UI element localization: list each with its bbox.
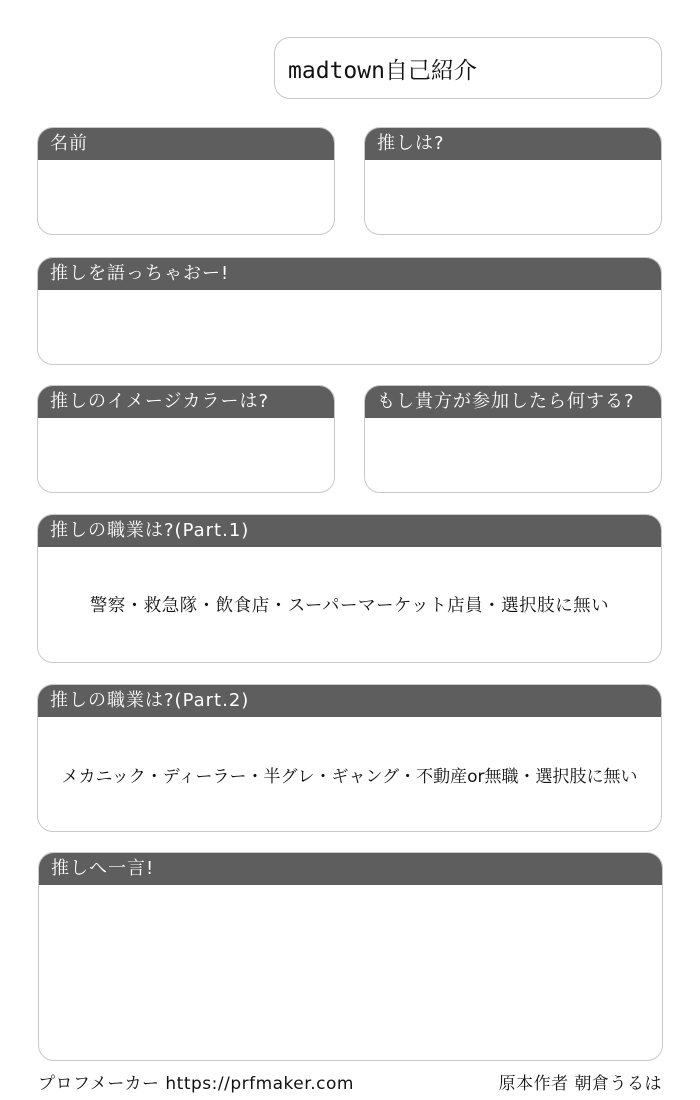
oshi-field[interactable] — [364, 127, 662, 235]
maker-credit: プロフメーカー https://prfmaker.com — [38, 1074, 354, 1094]
image-color-label: 推しのイメージカラーは? — [38, 386, 334, 418]
job-part2-answer-area[interactable] — [38, 717, 661, 833]
profile-title — [274, 37, 662, 99]
talk-field[interactable] — [37, 257, 662, 365]
name-answer-area[interactable] — [38, 160, 334, 235]
job-part2-options: メカニック・ディーラー・半グレ・ギャング・不動産or無職・選択肢に無い — [61, 767, 638, 787]
join-answer-area[interactable] — [365, 418, 661, 493]
image-color-answer-area[interactable] — [38, 418, 334, 493]
author-credit: 原本作者 朝倉うるは — [498, 1074, 662, 1094]
name-label: 名前 — [38, 128, 334, 160]
image-color-field[interactable] — [37, 385, 335, 493]
talk-label: 推しを語っちゃおー! — [38, 258, 661, 290]
oshi-answer-area[interactable] — [365, 160, 661, 235]
oshi-label: 推しは? — [365, 128, 661, 160]
job-part1-field[interactable] — [37, 514, 662, 663]
job-part2-label: 推しの職業は?(Part.2) — [38, 685, 661, 717]
talk-answer-area[interactable] — [38, 290, 661, 365]
profile-title-text: madtown自己紹介 — [288, 57, 477, 84]
job-part1-answer-area[interactable] — [38, 547, 661, 663]
job-part2-field[interactable] — [37, 684, 662, 832]
job-part1-label: 推しの職業は?(Part.1) — [38, 515, 661, 547]
name-field[interactable] — [37, 127, 335, 235]
message-field[interactable] — [38, 852, 663, 1061]
message-answer-area[interactable] — [39, 885, 662, 1061]
join-label: もし貴方が参加したら何する? — [365, 386, 661, 418]
job-part1-options: 警察・救急隊・飲食店・スーパーマーケット店員・選択肢に無い — [89, 596, 610, 616]
join-field[interactable] — [364, 385, 662, 493]
message-label: 推しへ一言! — [39, 853, 662, 885]
